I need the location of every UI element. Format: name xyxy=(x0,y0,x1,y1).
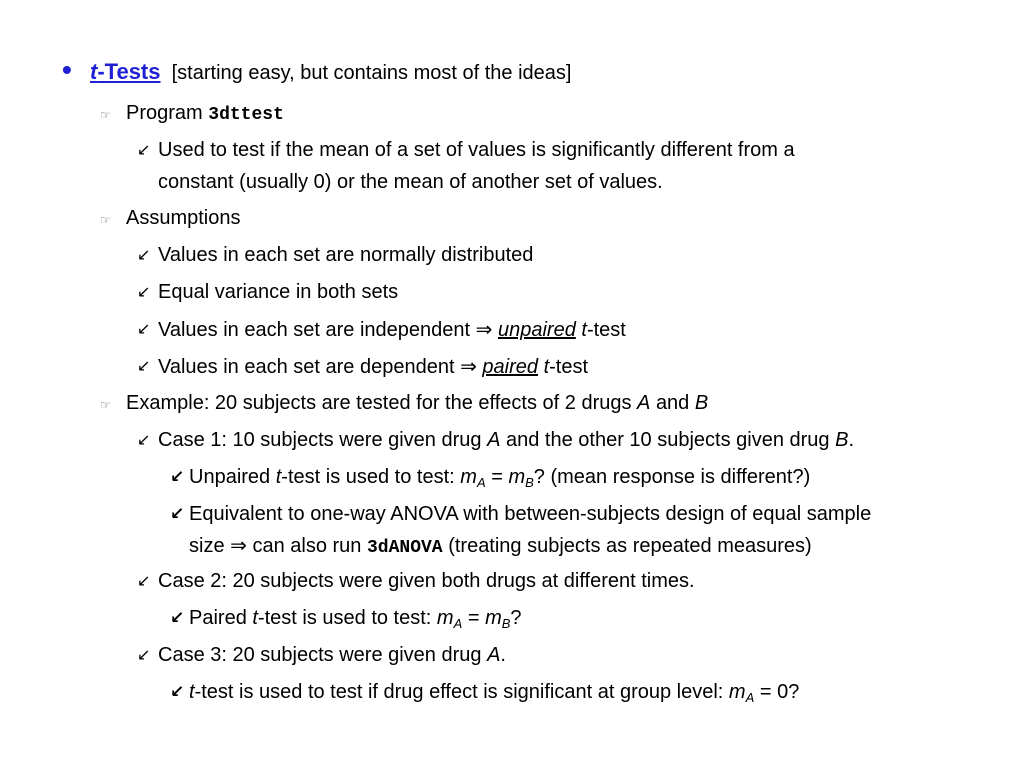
case3-drug-a: A xyxy=(487,644,501,666)
paired-term: paired xyxy=(482,356,539,378)
case1-text2: and the other 10 subjects given drug xyxy=(505,429,830,451)
implies-arrow-icon: ⇒ xyxy=(230,533,247,557)
program-desc-line2 xyxy=(158,166,663,198)
title-rest: -Tests xyxy=(97,59,161,84)
case3-sub1-mid: -test is used to test if drug effect is significant at group level: xyxy=(194,681,724,703)
assumption-4-pre: Values in each set are dependent xyxy=(158,356,455,378)
implies-arrow-icon: ⇒ xyxy=(475,317,493,341)
sub-b: B xyxy=(525,475,534,490)
assumption-4-t: t xyxy=(543,356,550,378)
assumption-3-t: t xyxy=(581,319,587,341)
arrow-bullet-icon: ↙ xyxy=(137,645,151,664)
case2-text: Case 2: 20 subjects were given both drugs at different times. xyxy=(158,570,695,592)
case2-sub1-t: t xyxy=(252,607,258,629)
drug-b: B xyxy=(694,392,709,414)
sub-a: A xyxy=(476,475,486,490)
title-subtitle: [starting easy, but contains most of the ideas] xyxy=(171,62,572,84)
case1-sub2-mid: can also run xyxy=(252,535,362,557)
case1-sub1-mid: -test is used to test: xyxy=(281,466,455,488)
case1-drug-b: B xyxy=(835,429,849,451)
case1-sub1-pre: Unpaired xyxy=(189,466,271,488)
case3-sub1-t: t xyxy=(189,681,195,703)
arrow-bullet-icon: ↙ xyxy=(137,319,151,338)
arrow-bullet-bold-icon: ↙ xyxy=(170,608,185,628)
implies-arrow-icon: ⇒ xyxy=(460,354,477,378)
program-name: 3dttest xyxy=(208,105,284,125)
arrow-bullet-icon: ↙ xyxy=(137,282,151,301)
arrow-bullet-icon: ↙ xyxy=(137,356,151,375)
drug-a: A xyxy=(637,392,651,414)
unpaired-term: unpaired xyxy=(497,319,576,341)
assumptions-label: Assumptions xyxy=(126,207,241,229)
case1-sub1-post: ? (mean response is different?) xyxy=(533,466,811,488)
arrow-bullet-bold-icon: ↙ xyxy=(170,504,185,524)
mean-m-a: m xyxy=(728,681,746,703)
assumption-4-post: -test xyxy=(549,356,589,378)
equals: = xyxy=(467,607,480,629)
case2-q: ? xyxy=(510,607,522,629)
equals: = xyxy=(491,466,503,488)
case1-text1: Case 1: 10 subjects were given drug xyxy=(158,429,482,451)
mean-m-b: m xyxy=(485,607,502,629)
sub-a: A xyxy=(745,690,755,705)
arrow-bullet-icon: ↙ xyxy=(137,430,151,449)
pointing-hand-icon: ☞ xyxy=(100,108,111,122)
anova-program-name: 3dANOVA xyxy=(367,538,443,558)
program-label: Program xyxy=(126,102,203,124)
title-t: t xyxy=(90,59,98,84)
mean-m-a: m xyxy=(460,466,477,488)
case1-sub2-post: (treating subjects as repeated measures) xyxy=(448,535,812,557)
sub-b: B xyxy=(501,616,511,631)
arrow-bullet-icon: ↙ xyxy=(137,245,151,264)
arrow-bullet-bold-icon: ↙ xyxy=(170,682,185,702)
example-text: Example: 20 subjects are tested for the effects of 2 drugs xyxy=(126,392,632,414)
bullet-dot-icon: • xyxy=(62,54,72,85)
mean-m-a: m xyxy=(436,607,454,629)
case2-sub1-mid: -test is used to test: xyxy=(257,607,432,629)
assumption-3-pre: Values in each set are independent xyxy=(158,319,471,341)
program-desc-text2: constant (usually 0) or the mean of another set of values. xyxy=(158,171,663,193)
arrow-bullet-icon: ↙ xyxy=(137,571,151,590)
case3-text: Case 3: 20 subjects were given drug xyxy=(158,644,482,666)
arrow-bullet-bold-icon: ↙ xyxy=(170,467,185,487)
assumption-3-post: -test xyxy=(586,319,626,341)
pointing-hand-icon: ☞ xyxy=(100,213,111,227)
mean-m-b: m xyxy=(508,466,526,488)
case1-end: . xyxy=(848,429,855,451)
case1-sub2-text1: Equivalent to one-way ANOVA with between-subjects design of equal sample xyxy=(189,503,872,525)
example-and: and xyxy=(655,392,690,414)
case3-end: . xyxy=(500,644,506,666)
case1-sub1-t: t xyxy=(275,466,282,488)
t-tests-title-link[interactable] xyxy=(90,59,161,84)
pointing-hand-icon: ☞ xyxy=(100,398,111,412)
case1-sub2-pre: size xyxy=(189,535,225,557)
case1-sub2-line2 xyxy=(189,529,812,564)
case2-sub1-pre: Paired xyxy=(189,607,247,629)
case1-drug-a: A xyxy=(487,429,501,451)
assumption-2-text: Equal variance in both sets xyxy=(158,281,399,303)
sub-a: A xyxy=(453,616,463,631)
program-desc-text1: Used to test if the mean of a set of values is significantly different from a xyxy=(158,139,795,161)
arrow-bullet-icon: ↙ xyxy=(137,140,151,159)
assumption-1-text: Values in each set are normally distributed xyxy=(158,244,534,266)
equals-zero: = 0? xyxy=(759,681,800,703)
